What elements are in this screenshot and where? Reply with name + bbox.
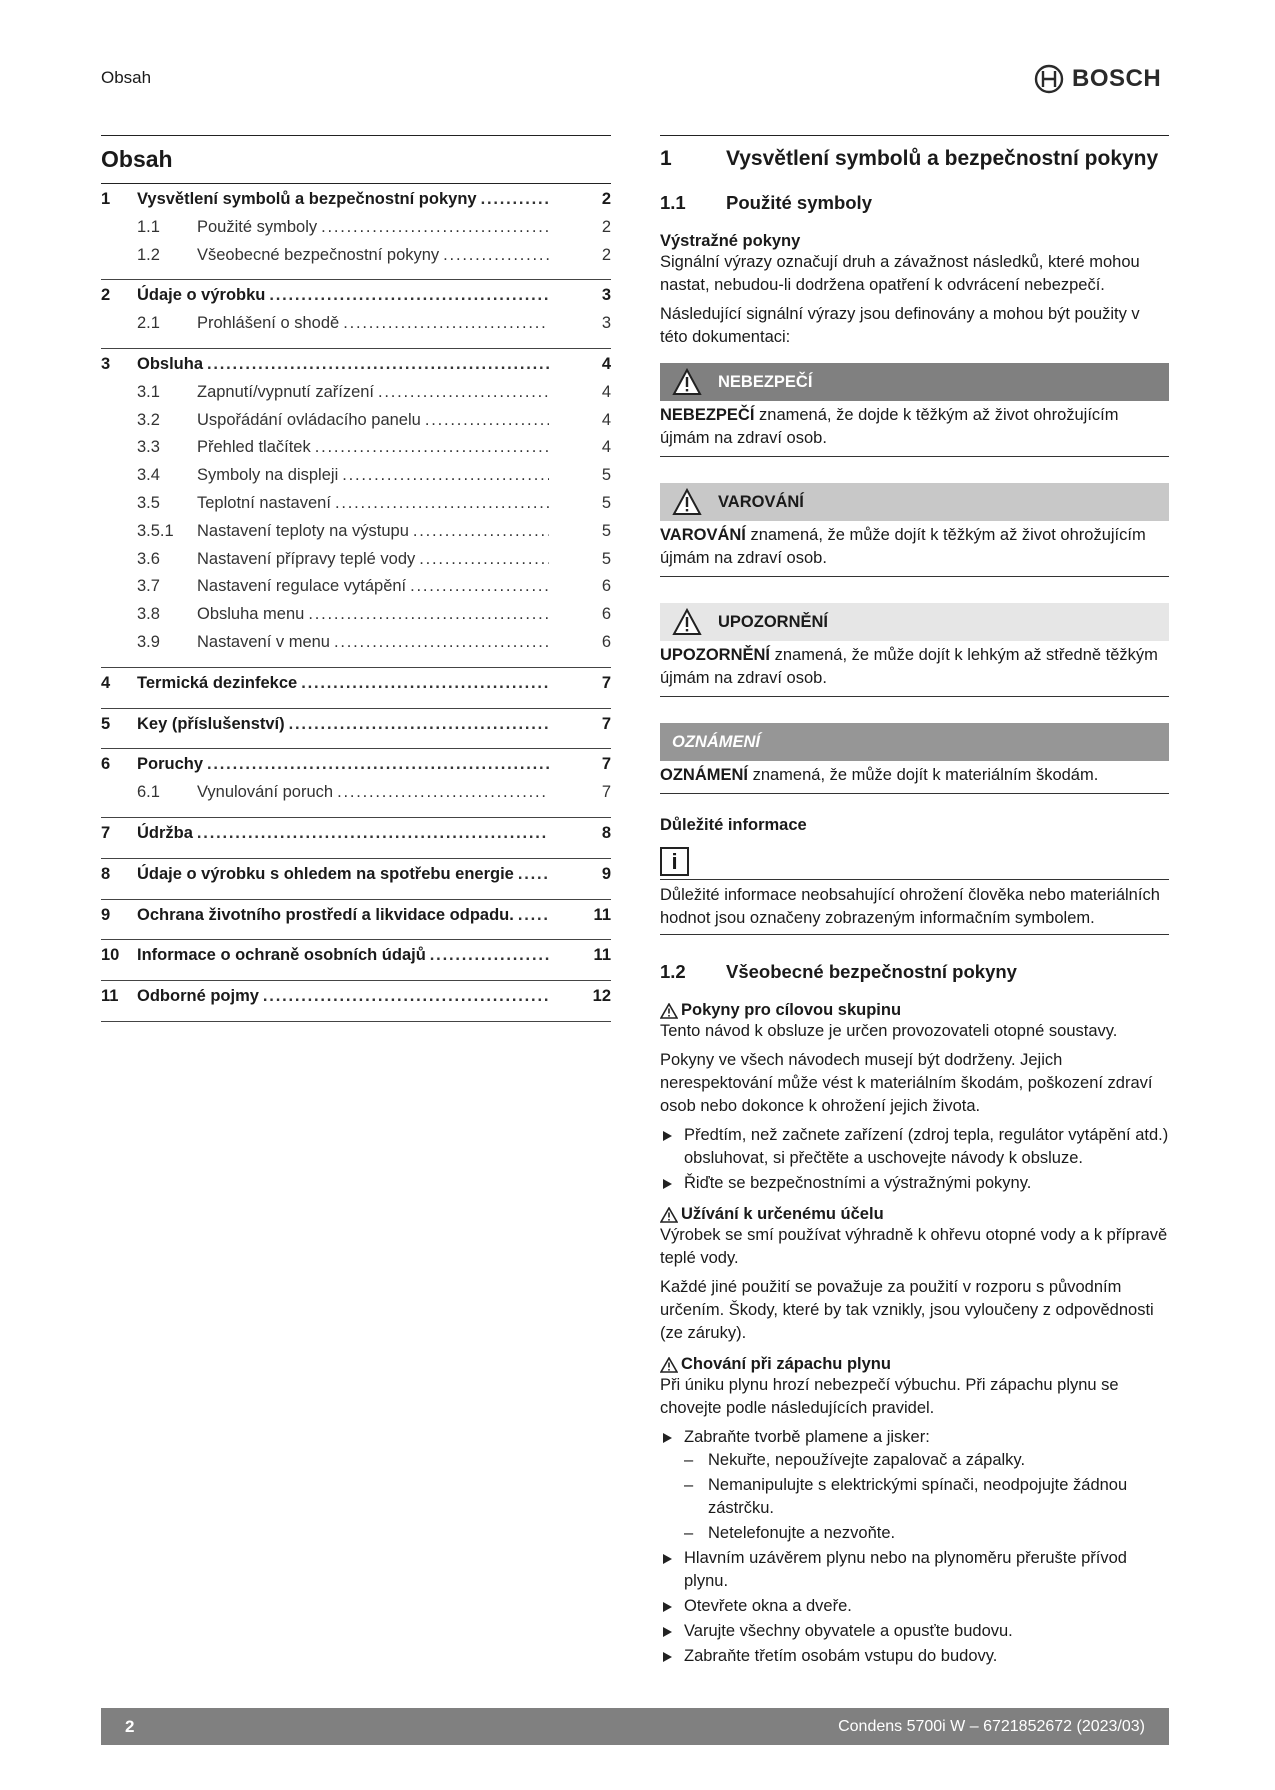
- toc-entry-number: 4: [101, 673, 111, 692]
- toc-entry-number: 3.2: [137, 410, 160, 429]
- paragraph: Signální výrazy označují druh a závažnost následků, které mohou nastat, nebudou-li dodržena opatření k odvrácení nebezpečí.: [660, 253, 1140, 294]
- warning-triangle-icon: [672, 368, 702, 396]
- toc-entry-title: Všeobecné bezpečnostní pokyny: [197, 245, 440, 264]
- toc-entry[interactable]: [101, 906, 611, 934]
- toc-leader-dots: [419, 550, 549, 569]
- toc-entry-page: 8: [601, 823, 611, 842]
- toc-group: [101, 900, 611, 941]
- toc-leader-dots: [481, 190, 549, 209]
- section-title: Všeobecné bezpečnostní pokyny: [726, 961, 1017, 982]
- toc-leader-dots: [343, 314, 549, 333]
- toc-entry-page: 9: [601, 864, 611, 883]
- danger-box: [660, 363, 1169, 457]
- toc-entry-page: 3: [601, 286, 611, 305]
- toc-entry-number: 3.6: [137, 549, 160, 568]
- toc-entry-number: 3.8: [137, 605, 160, 624]
- toc-entry[interactable]: [101, 865, 611, 893]
- toc-leader-dots: [413, 522, 549, 541]
- toc-leader-dots: [334, 633, 549, 652]
- toc-entry-title: Symboly na displeji: [197, 466, 339, 485]
- target-group-heading: [660, 1001, 1169, 1020]
- toc-subentry[interactable]: [101, 494, 611, 522]
- warning-triangle-icon: [672, 488, 702, 516]
- gas-smell-heading: [660, 1355, 1169, 1374]
- toc-leader-dots: [207, 755, 549, 774]
- list-item: [660, 1426, 1169, 1545]
- toc-entry-title: Nastavení přípravy teplé vody: [197, 549, 416, 568]
- toc-leader-dots: [337, 783, 549, 802]
- page-number: 2: [125, 1716, 135, 1736]
- toc-entry-page: 11: [593, 905, 611, 924]
- paragraph: Pokyny ve všech návodech musejí být dodrženy. Jejich nerespektování může vést k materiálním škodám, poškození zdraví osob nebo dokonce k ohrožení jejich života.: [660, 1051, 1153, 1115]
- toc-subentry[interactable]: [101, 411, 611, 439]
- toc-leader-dots: [335, 494, 549, 513]
- section-number: 1.2: [660, 961, 686, 982]
- toc-group: [101, 709, 611, 750]
- dash-list: [684, 1449, 1169, 1545]
- section-number: 1.1: [660, 192, 686, 213]
- toc-entry[interactable]: [101, 987, 611, 1015]
- toc-entry-number: 3.5: [137, 493, 160, 512]
- warning-header: [660, 483, 1169, 521]
- info-icon: i: [660, 847, 689, 876]
- toc-entry-page: 3: [601, 314, 611, 333]
- toc-entry-page: 2: [601, 190, 611, 208]
- list-item: Otevřete okna a dveře.: [660, 1595, 1169, 1618]
- notice-text: [660, 761, 1169, 794]
- toc-entry[interactable]: [101, 190, 611, 218]
- toc-group: [101, 184, 611, 280]
- toc-entry-title: Teplotní nastavení: [197, 493, 331, 512]
- section-number: 1: [660, 147, 672, 170]
- caution-header: [660, 603, 1169, 641]
- toc-entry-page: 7: [601, 714, 611, 733]
- list-item: Varujte všechny obyvatele a opusťte budovu.: [660, 1620, 1169, 1643]
- subsection-title: Pokyny pro cílovou skupinu: [681, 1001, 902, 1019]
- info-box-header: [660, 847, 1169, 880]
- toc-entry-number: 11: [101, 987, 119, 1006]
- toc-entry-page: 6: [601, 632, 611, 651]
- subsection-title: Užívání k určenému účelu: [681, 1205, 884, 1223]
- toc-entry-page: 6: [601, 577, 611, 596]
- toc-heading: Obsah: [101, 135, 611, 184]
- toc-leader-dots: [378, 383, 549, 402]
- toc-leader-dots: [410, 577, 549, 596]
- toc-entry-page: 7: [601, 783, 611, 802]
- info-subheading: Důležité informace: [660, 816, 807, 834]
- signal-word: VAROVÁNÍ: [718, 492, 804, 511]
- warning-text: [660, 521, 1169, 577]
- toc-entry-title: Odborné pojmy: [137, 987, 259, 1006]
- notice-box: [660, 723, 1169, 794]
- toc-subentry[interactable]: [101, 522, 611, 550]
- toc-entry[interactable]: [101, 946, 611, 974]
- toc-entry-page: 5: [601, 466, 611, 485]
- toc-entry-number: 2: [101, 286, 111, 305]
- dash-item: – Netelefonujte a nezvoňte.: [684, 1522, 1169, 1545]
- toc-entry-number: 7: [101, 823, 111, 842]
- document-reference: Condens 5700i W – 6721852672 (2023/03): [838, 1717, 1145, 1735]
- warnings-subheading: Výstražné pokyny: [660, 232, 801, 250]
- toc-entry-title: Ochrana životního prostředí a likvidace odpadu.: [137, 905, 514, 924]
- toc-leader-dots: [207, 355, 549, 374]
- toc-leader-dots: [269, 286, 549, 305]
- section-1-2-heading: [660, 961, 1169, 991]
- toc-subentry[interactable]: [101, 633, 611, 661]
- toc-entry-page: 4: [601, 438, 611, 457]
- toc-subentry[interactable]: [101, 218, 611, 246]
- warning-triangle-icon: [660, 1207, 678, 1223]
- toc-subentry[interactable]: [101, 314, 611, 342]
- toc-leader-dots: [443, 246, 549, 265]
- toc-leader-dots: [301, 674, 549, 693]
- toc-leader-dots: [518, 906, 549, 925]
- info-text: Důležité informace neobsahující ohrožení člověka nebo materiálních hodnot jsou označeny zobrazeným informačním symbolem.: [660, 880, 1169, 935]
- list-item-text: Zabraňte tvorbě plamene a jisker:: [684, 1428, 930, 1446]
- toc-entry[interactable]: [101, 755, 611, 783]
- toc-entry-title: Informace o ochraně osobních údajů: [137, 946, 426, 965]
- notice-header: OZNÁMENÍ: [660, 723, 1169, 761]
- toc-entry-number: 8: [101, 864, 111, 883]
- toc-entry-number: 6.1: [137, 783, 160, 802]
- warning-triangle-icon: [660, 1003, 678, 1019]
- toc-entry-title: Použité symboly: [197, 217, 318, 236]
- toc-entry-number: 3.4: [137, 466, 160, 485]
- toc-subentry[interactable]: [101, 383, 611, 411]
- toc-entry-title: Key (příslušenství): [137, 714, 285, 733]
- toc-group: [101, 981, 611, 1022]
- signal-description: znamená, že může dojít k materiálním škodám.: [748, 766, 1099, 784]
- toc-subentry[interactable]: [101, 783, 611, 811]
- signal-word: UPOZORNĚNÍ: [718, 612, 829, 631]
- toc-leader-dots: [308, 605, 549, 624]
- toc-entry-page: 5: [601, 521, 611, 540]
- toc-entry-number: 3.7: [137, 577, 160, 596]
- toc-entry-title: Vynulování poruch: [197, 783, 334, 802]
- toc-entry-title: Poruchy: [137, 755, 204, 774]
- toc-group: [101, 818, 611, 859]
- toc-entry-number: 3.3: [137, 438, 160, 457]
- toc-entry-page: 5: [601, 549, 611, 568]
- toc-entry-page: 2: [601, 245, 611, 264]
- section-title: Použité symboly: [726, 192, 872, 213]
- toc-leader-dots: [197, 824, 549, 843]
- signal-word-bold: OZNÁMENÍ: [660, 766, 748, 784]
- toc-entry-number: 5: [101, 714, 111, 733]
- toc-group: [101, 859, 611, 900]
- warning-box: [660, 483, 1169, 577]
- dash-item: – Nemanipulujte s elektrickými spínači, neodpojujte žádnou zástrčku.: [684, 1474, 1169, 1520]
- toc-entry[interactable]: [101, 286, 611, 314]
- toc-entry-title: Údaje o výrobku: [137, 286, 266, 305]
- toc-entry-number: 3: [101, 354, 111, 373]
- toc-entry-page: 4: [601, 354, 611, 373]
- toc-subentry[interactable]: [101, 246, 611, 274]
- toc-entry-number: 1: [101, 190, 111, 208]
- toc-entry-number: 6: [101, 755, 111, 774]
- toc-leader-dots: [263, 987, 549, 1006]
- toc-entry-title: Přehled tlačítek: [197, 438, 311, 457]
- caution-text: [660, 641, 1169, 697]
- list-item: Řiďte se bezpečnostními a výstražnými pokyny.: [660, 1172, 1169, 1195]
- toc-leader-dots: [518, 865, 549, 884]
- toc-entry-number: 1.1: [137, 217, 160, 236]
- bosch-armature-icon: [1034, 64, 1064, 94]
- signal-description: znamená, že dojde k těžkým až život ohrožujícím újmám na zdraví osob.: [660, 406, 1119, 447]
- signal-word: NEBEZPEČÍ: [718, 372, 813, 391]
- subsection-title: Chování při zápachu plynu: [681, 1355, 891, 1373]
- signal-word-bold: VAROVÁNÍ: [660, 526, 746, 544]
- dash-item: – Nekuřte, nepoužívejte zapalovač a zápalky.: [684, 1449, 1169, 1472]
- intended-use-heading: [660, 1205, 1169, 1224]
- running-header: Obsah: [101, 68, 152, 87]
- caution-box: [660, 603, 1169, 697]
- toc-entry-title: Nastavení v menu: [197, 632, 330, 651]
- toc-subentry[interactable]: [101, 438, 611, 466]
- bullet-list: [660, 1124, 1169, 1195]
- toc-entry-title: Uspořádání ovládacího panelu: [197, 410, 421, 429]
- toc-entry-page: 5: [601, 493, 611, 512]
- toc-entry-title: Termická dezinfekce: [137, 673, 298, 692]
- toc-group: [101, 940, 611, 981]
- page-footer: [101, 1708, 1169, 1745]
- paragraph: Při úniku plynu hrozí nebezpečí výbuchu. Při zápachu plynu se chovejte podle následujících pravidel.: [660, 1376, 1119, 1417]
- paragraph: Tento návod k obsluze je určen provozovateli otopné soustavy.: [660, 1022, 1118, 1040]
- signal-word-bold: UPOZORNĚNÍ: [660, 646, 771, 664]
- toc-entry-title: Údržba: [137, 823, 193, 842]
- toc-subentry[interactable]: [101, 466, 611, 494]
- toc-group: [101, 280, 611, 349]
- toc-group: [101, 349, 611, 668]
- toc-subentry[interactable]: [101, 550, 611, 578]
- signal-description: znamená, že může dojít k lehkým až středně těžkým újmám na zdraví osob.: [660, 646, 1158, 687]
- list-item: Zabraňte třetím osobám vstupu do budovy.: [660, 1645, 1169, 1668]
- toc-entry-page: 4: [601, 382, 611, 401]
- warning-triangle-icon: [660, 1357, 678, 1373]
- toc-entry-page: 7: [601, 755, 611, 774]
- signal-description: znamená, že může dojít k těžkým až život ohrožujícím újmám na zdraví osob.: [660, 526, 1146, 567]
- toc-entry-title: Údaje o výrobku s ohledem na spotřebu energie: [137, 864, 514, 883]
- danger-header: [660, 363, 1169, 401]
- toc-entry-page: 7: [601, 673, 611, 692]
- toc-entry-title: Vysvětlení symbolů a bezpečnostní pokyny: [137, 190, 477, 208]
- warning-triangle-icon: [672, 608, 702, 636]
- toc-entry-title: Prohlášení o shodě: [197, 314, 340, 333]
- toc-entry-number: 10: [101, 946, 120, 965]
- toc-entry-number: 3.9: [137, 632, 160, 651]
- toc-entry-title: Obsluha: [137, 354, 204, 373]
- toc-leader-dots: [425, 411, 549, 430]
- toc-entry-page: 2: [601, 217, 611, 236]
- content-column: [660, 135, 1169, 1672]
- toc-entry[interactable]: [101, 355, 611, 383]
- bosch-logo: [1034, 64, 1161, 94]
- list-item: Předtím, než začnete zařízení (zdroj tepla, regulátor vytápění atd.) obsluhovat, si přečtěte a uschovejte návody k obsluze.: [660, 1124, 1169, 1170]
- bullet-list: [660, 1426, 1169, 1668]
- toc-entry-page: 12: [592, 987, 611, 1006]
- paragraph: Výrobek se smí používat výhradně k ohřevu otopné vody a k přípravě teplé vody.: [660, 1226, 1168, 1267]
- toc-entry-number: 1.2: [137, 245, 160, 264]
- toc-entry-number: 9: [101, 905, 111, 924]
- toc-entry-number: 3.5.1: [137, 521, 174, 540]
- section-1-1-heading: [660, 192, 1169, 222]
- toc-leader-dots: [321, 218, 549, 237]
- toc-entry[interactable]: [101, 715, 611, 743]
- toc-entry-number: 3.1: [137, 382, 160, 401]
- toc-entry[interactable]: [101, 674, 611, 702]
- toc-leader-dots: [289, 715, 549, 734]
- toc-group: [101, 749, 611, 818]
- toc-entry-title: Nastavení regulace vytápění: [197, 577, 407, 596]
- toc-leader-dots: [315, 438, 549, 457]
- toc-leader-dots: [430, 946, 549, 965]
- toc-entry-page: 4: [601, 410, 611, 429]
- toc-entry-page: 6: [601, 605, 611, 624]
- toc-entry[interactable]: [101, 824, 611, 852]
- toc-group: [101, 668, 611, 709]
- danger-text: [660, 401, 1169, 457]
- toc-groups: [101, 184, 611, 1022]
- paragraph: Každé jiné použití se považuje za použití v rozporu s původním určením. Škody, které by tak vznikly, jsou vyloučeny z odpovědnosti (ze záruky).: [660, 1278, 1154, 1342]
- signal-word-bold: NEBEZPEČÍ: [660, 406, 755, 424]
- toc-subentry[interactable]: [101, 605, 611, 633]
- section-1-heading: [660, 135, 1169, 182]
- toc-entry-title: Obsluha menu: [197, 605, 305, 624]
- brand-name: BOSCH: [1072, 65, 1162, 92]
- toc-entry-number: 2.1: [137, 314, 160, 333]
- table-of-contents: [101, 135, 611, 1022]
- toc-entry-title: Nastavení teploty na výstupu: [197, 521, 409, 540]
- section-title: Vysvětlení symbolů a bezpečnostní pokyny: [726, 147, 1159, 170]
- toc-entry-title: Zapnutí/vypnutí zařízení: [197, 382, 375, 401]
- toc-leader-dots: [342, 466, 549, 485]
- paragraph: Následující signální výrazy jsou definovány a mohou být použity v této dokumentaci:: [660, 305, 1140, 346]
- toc-entry-page: 11: [593, 946, 611, 965]
- list-item: Hlavním uzávěrem plynu nebo na plynoměru přerušte přívod plynu.: [660, 1547, 1169, 1593]
- toc-subentry[interactable]: [101, 577, 611, 605]
